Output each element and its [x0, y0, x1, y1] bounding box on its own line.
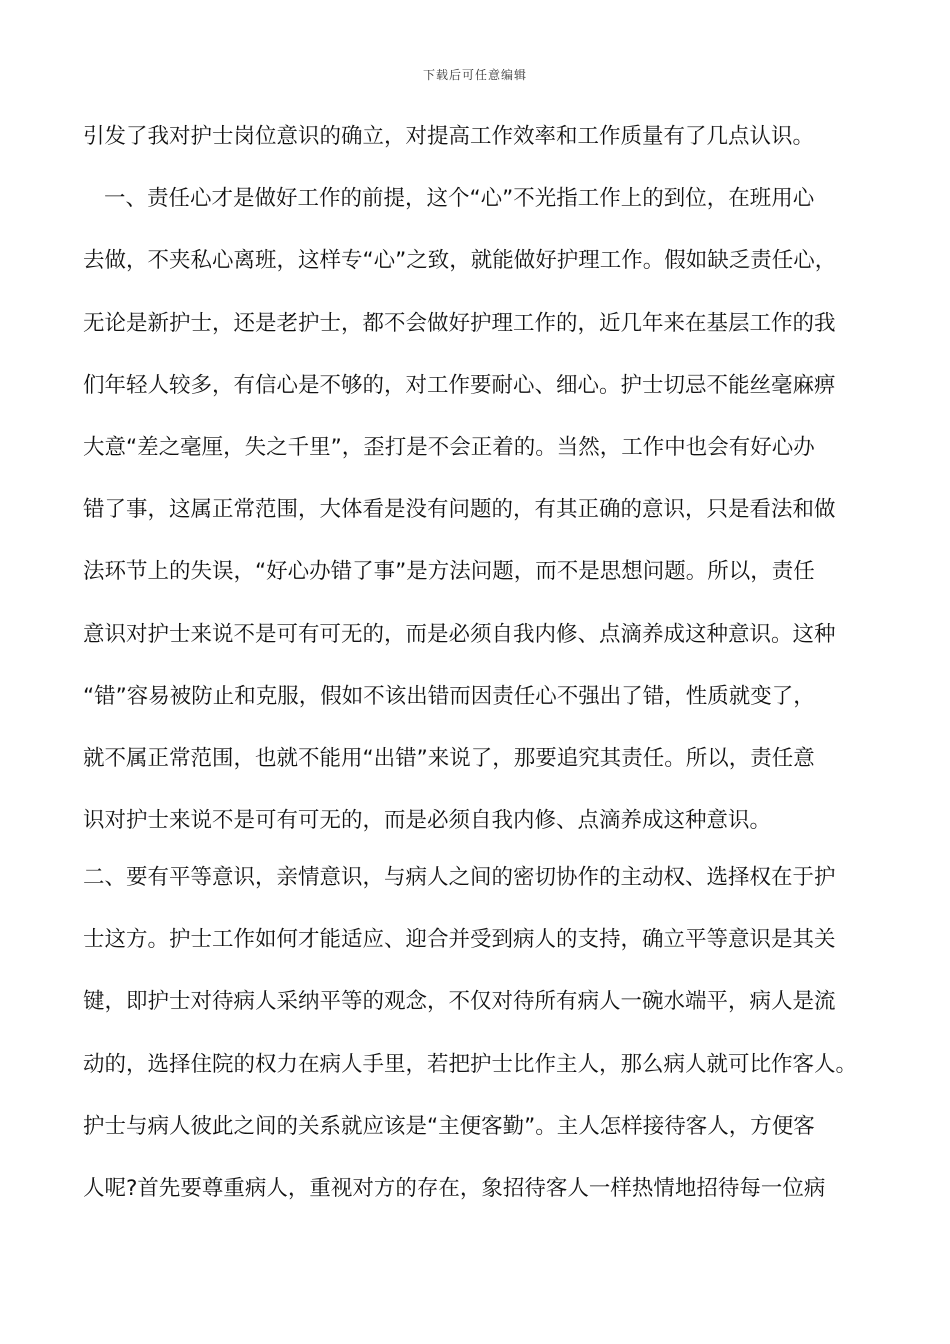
text-line: 们年轻人较多，有信心是不够的，对工作要耐心、细心。护士切忌不能丝毫麻痹: [83, 372, 836, 398]
text-line: 意识对护士来说不是可有可无的，而是必须自我内修、点滴养成这种意识。这种: [83, 621, 836, 647]
text-line: 动的，选择住院的权力在病人手里，若把护士比作主人，那么病人就可比作客人。: [83, 1051, 858, 1077]
text-line: 键，即护士对待病人采纳平等的观念，不仅对待所有病人一碗水端平，病人是流: [83, 989, 836, 1015]
text-line: 无论是新护士，还是老护士，都不会做好护理工作的，近几年来在基层工作的我: [83, 310, 836, 336]
text-line: 护士与病人彼此之间的关系就应该是“主便客勤”。主人怎样接待客人，方便客: [83, 1113, 815, 1139]
text-line: 一、责任心才是做好工作的前提，这个“心”不光指工作上的到位，在班用心: [104, 186, 815, 212]
text-line: 二、要有平等意识，亲情意识，与病人之间的密切协作的主动权、选择权在于护: [83, 865, 836, 891]
text-line: 识对护士来说不是可有可无的，而是必须自我内修、点滴养成这种意识。: [83, 808, 772, 834]
header-note: 下载后可任意编辑: [422, 68, 527, 82]
text-line: 错了事，这属正常范围，大体看是没有问题的，有其正确的意识，只是看法和做: [83, 497, 836, 523]
text-line: “错”容易被防止和克服，假如不该出错而因责任心不强出了错，性质就变了，: [83, 683, 815, 709]
document-body: [83, 115, 883, 1229]
text-line: 士这方。护士工作如何才能适应、迎合并受到病人的支持，确立平等意识是其关: [83, 927, 836, 953]
text-line: 引发了我对护士岗位意识的确立，对提高工作效率和工作质量有了几点认识。: [83, 124, 815, 149]
text-line: 大意“差之毫厘，失之千里”，歪打是不会正着的。当然，工作中也会有好心办: [83, 434, 815, 460]
text-line: 人呢?首先要尊重病人，重视对方的存在，象招待客人一样热情地招待每一位病: [83, 1176, 826, 1201]
text-line: 就不属正常范围，也就不能用“出错”来说了，那要追究其责任。所以，责任意: [83, 745, 815, 771]
text-line: 去做，不夹私心离班，这样专“心”之致，就能做好护理工作。假如缺乏责任心，: [83, 248, 837, 274]
text-line: 法环节上的失误，“好心办错了事”是方法问题，而不是思想问题。所以，责任: [83, 559, 815, 585]
